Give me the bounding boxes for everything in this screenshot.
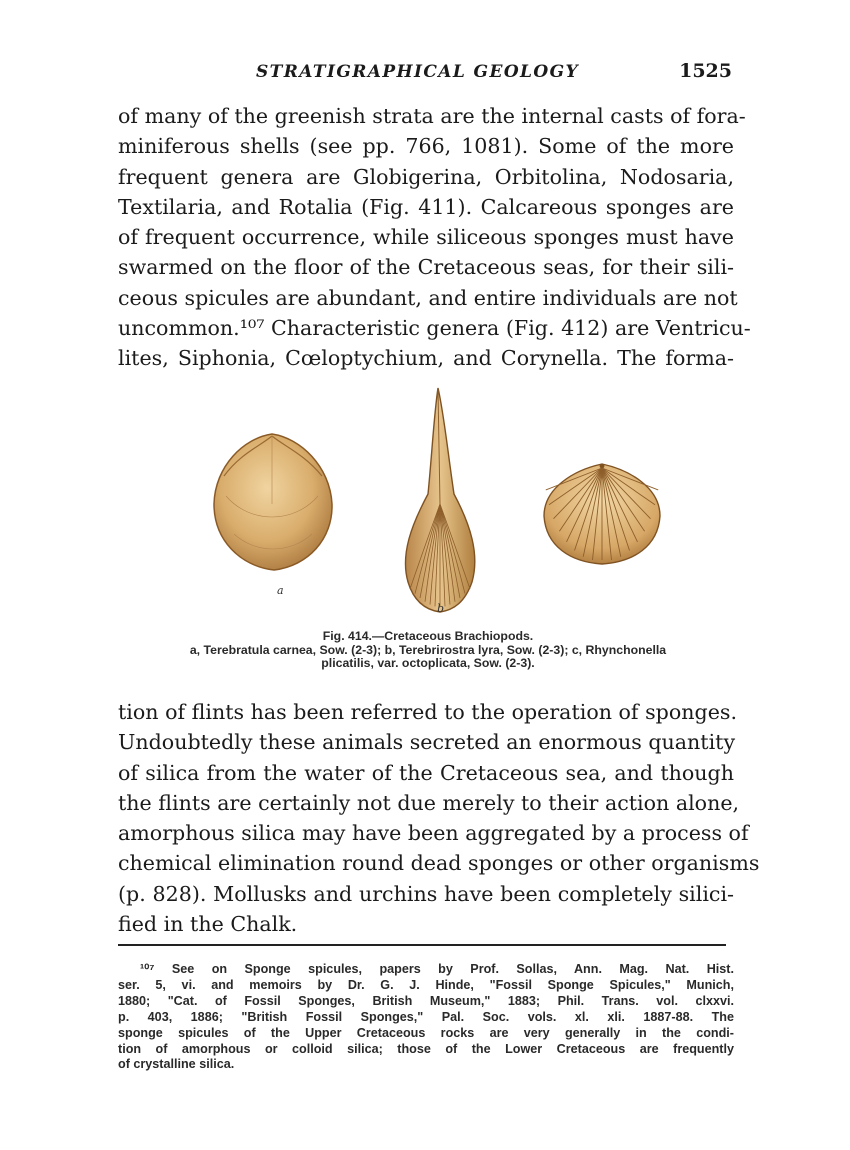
text-line: tion of flints has been referred to the operation of sponges.	[118, 700, 737, 724]
footnote	[118, 962, 734, 1073]
footnote-line: of crystalline silica.	[118, 1057, 235, 1072]
text-line: frequent genera are Globigerina, Orbitolina, Nodosaria,	[118, 164, 734, 189]
paragraph-1	[118, 101, 751, 374]
text-line: uncommon.¹⁰⁷ Characteristic genera (Fig. 412) are Ventricu-	[118, 316, 751, 341]
text-line: of frequent occurrence, while siliceous sponges must have	[118, 225, 734, 250]
footnote-line: ¹⁰⁷ See on Sponge spicules, papers by Prof. Sollas, Ann. Mag. Nat. Hist.	[140, 962, 734, 976]
text-line: Textilaria, and Rotalia (Fig. 411). Calcareous sponges are	[118, 194, 734, 219]
text-line: (p. 828). Mollusks and urchins have been completely silici-	[118, 881, 734, 906]
figure-label-a: a	[277, 584, 284, 597]
text-line: amorphous silica may have been aggregated by a process of	[118, 821, 749, 846]
footnote-line: tion of amorphous or colloid silica; those of the Lower Cretaceous are frequently	[118, 1041, 734, 1056]
page-header	[118, 62, 734, 86]
footnote-line: p. 403, 1886; "British Fossil Sponges," Pal. Soc. vols. xl. xli. 1887-88. The	[118, 1009, 734, 1024]
text-line: lites, Siphonia, Cœloptychium, and Corynella. The forma-	[118, 346, 734, 371]
text-line: of silica from the water of the Cretaceous sea, and though	[118, 760, 734, 785]
text-line: Undoubtedly these animals secreted an enormous quantity	[118, 730, 736, 755]
shell-b	[405, 388, 474, 612]
text-line: chemical elimination round dead sponges or other organisms	[118, 851, 760, 876]
text-line: fied in the Chalk.	[118, 912, 298, 937]
text-line: the flints are certainly not due merely to their action alone,	[118, 790, 740, 815]
caption-line: a, Terebratula carnea, Sow. (2-3); b, Terebrirostra lyra, Sow. (2-3); c, Rhynchonella	[189, 642, 667, 657]
text-line: swarmed on the floor of the Cretaceous seas, for their sili-	[118, 255, 734, 280]
running-title: STRATIGRAPHICAL GEOLOGY	[256, 62, 580, 82]
footnote-line: 1880; "Cat. of Fossil Sponges, British Museum," 1883; Phil. Trans. vol. clxxvi.	[118, 993, 734, 1008]
caption-title: Fig. 414.—Cretaceous Brachiopods.	[322, 629, 534, 643]
brachiopod-figure	[190, 384, 670, 624]
shell-a	[214, 434, 332, 570]
page-number: 1525	[679, 60, 732, 82]
footnote-line: ser. 5, vi. and memoirs by Dr. G. J. Hinde, "Fossil Sponge Spicules," Munich,	[118, 977, 734, 992]
text-line: miniferous shells (see pp. 766, 1081). Some of the more	[118, 134, 734, 159]
text-line: of many of the greenish strata are the internal casts of fora-	[118, 104, 746, 128]
footnote-line: sponge spicules of the Upper Cretaceous rocks are very generally in the condi-	[118, 1025, 734, 1040]
figure-caption	[120, 630, 736, 671]
figure-label-b: b	[437, 602, 445, 615]
shell-c	[544, 464, 660, 564]
paragraph-2	[118, 697, 760, 939]
footnote-divider	[118, 944, 726, 946]
text-line: ceous spicules are abundant, and entire individuals are not	[118, 285, 738, 310]
caption-line: plicatilis, var. octoplicata, Sow. (2-3).	[321, 656, 535, 671]
brachiopod-illustration	[190, 384, 670, 624]
shell-c-beak	[600, 464, 605, 469]
